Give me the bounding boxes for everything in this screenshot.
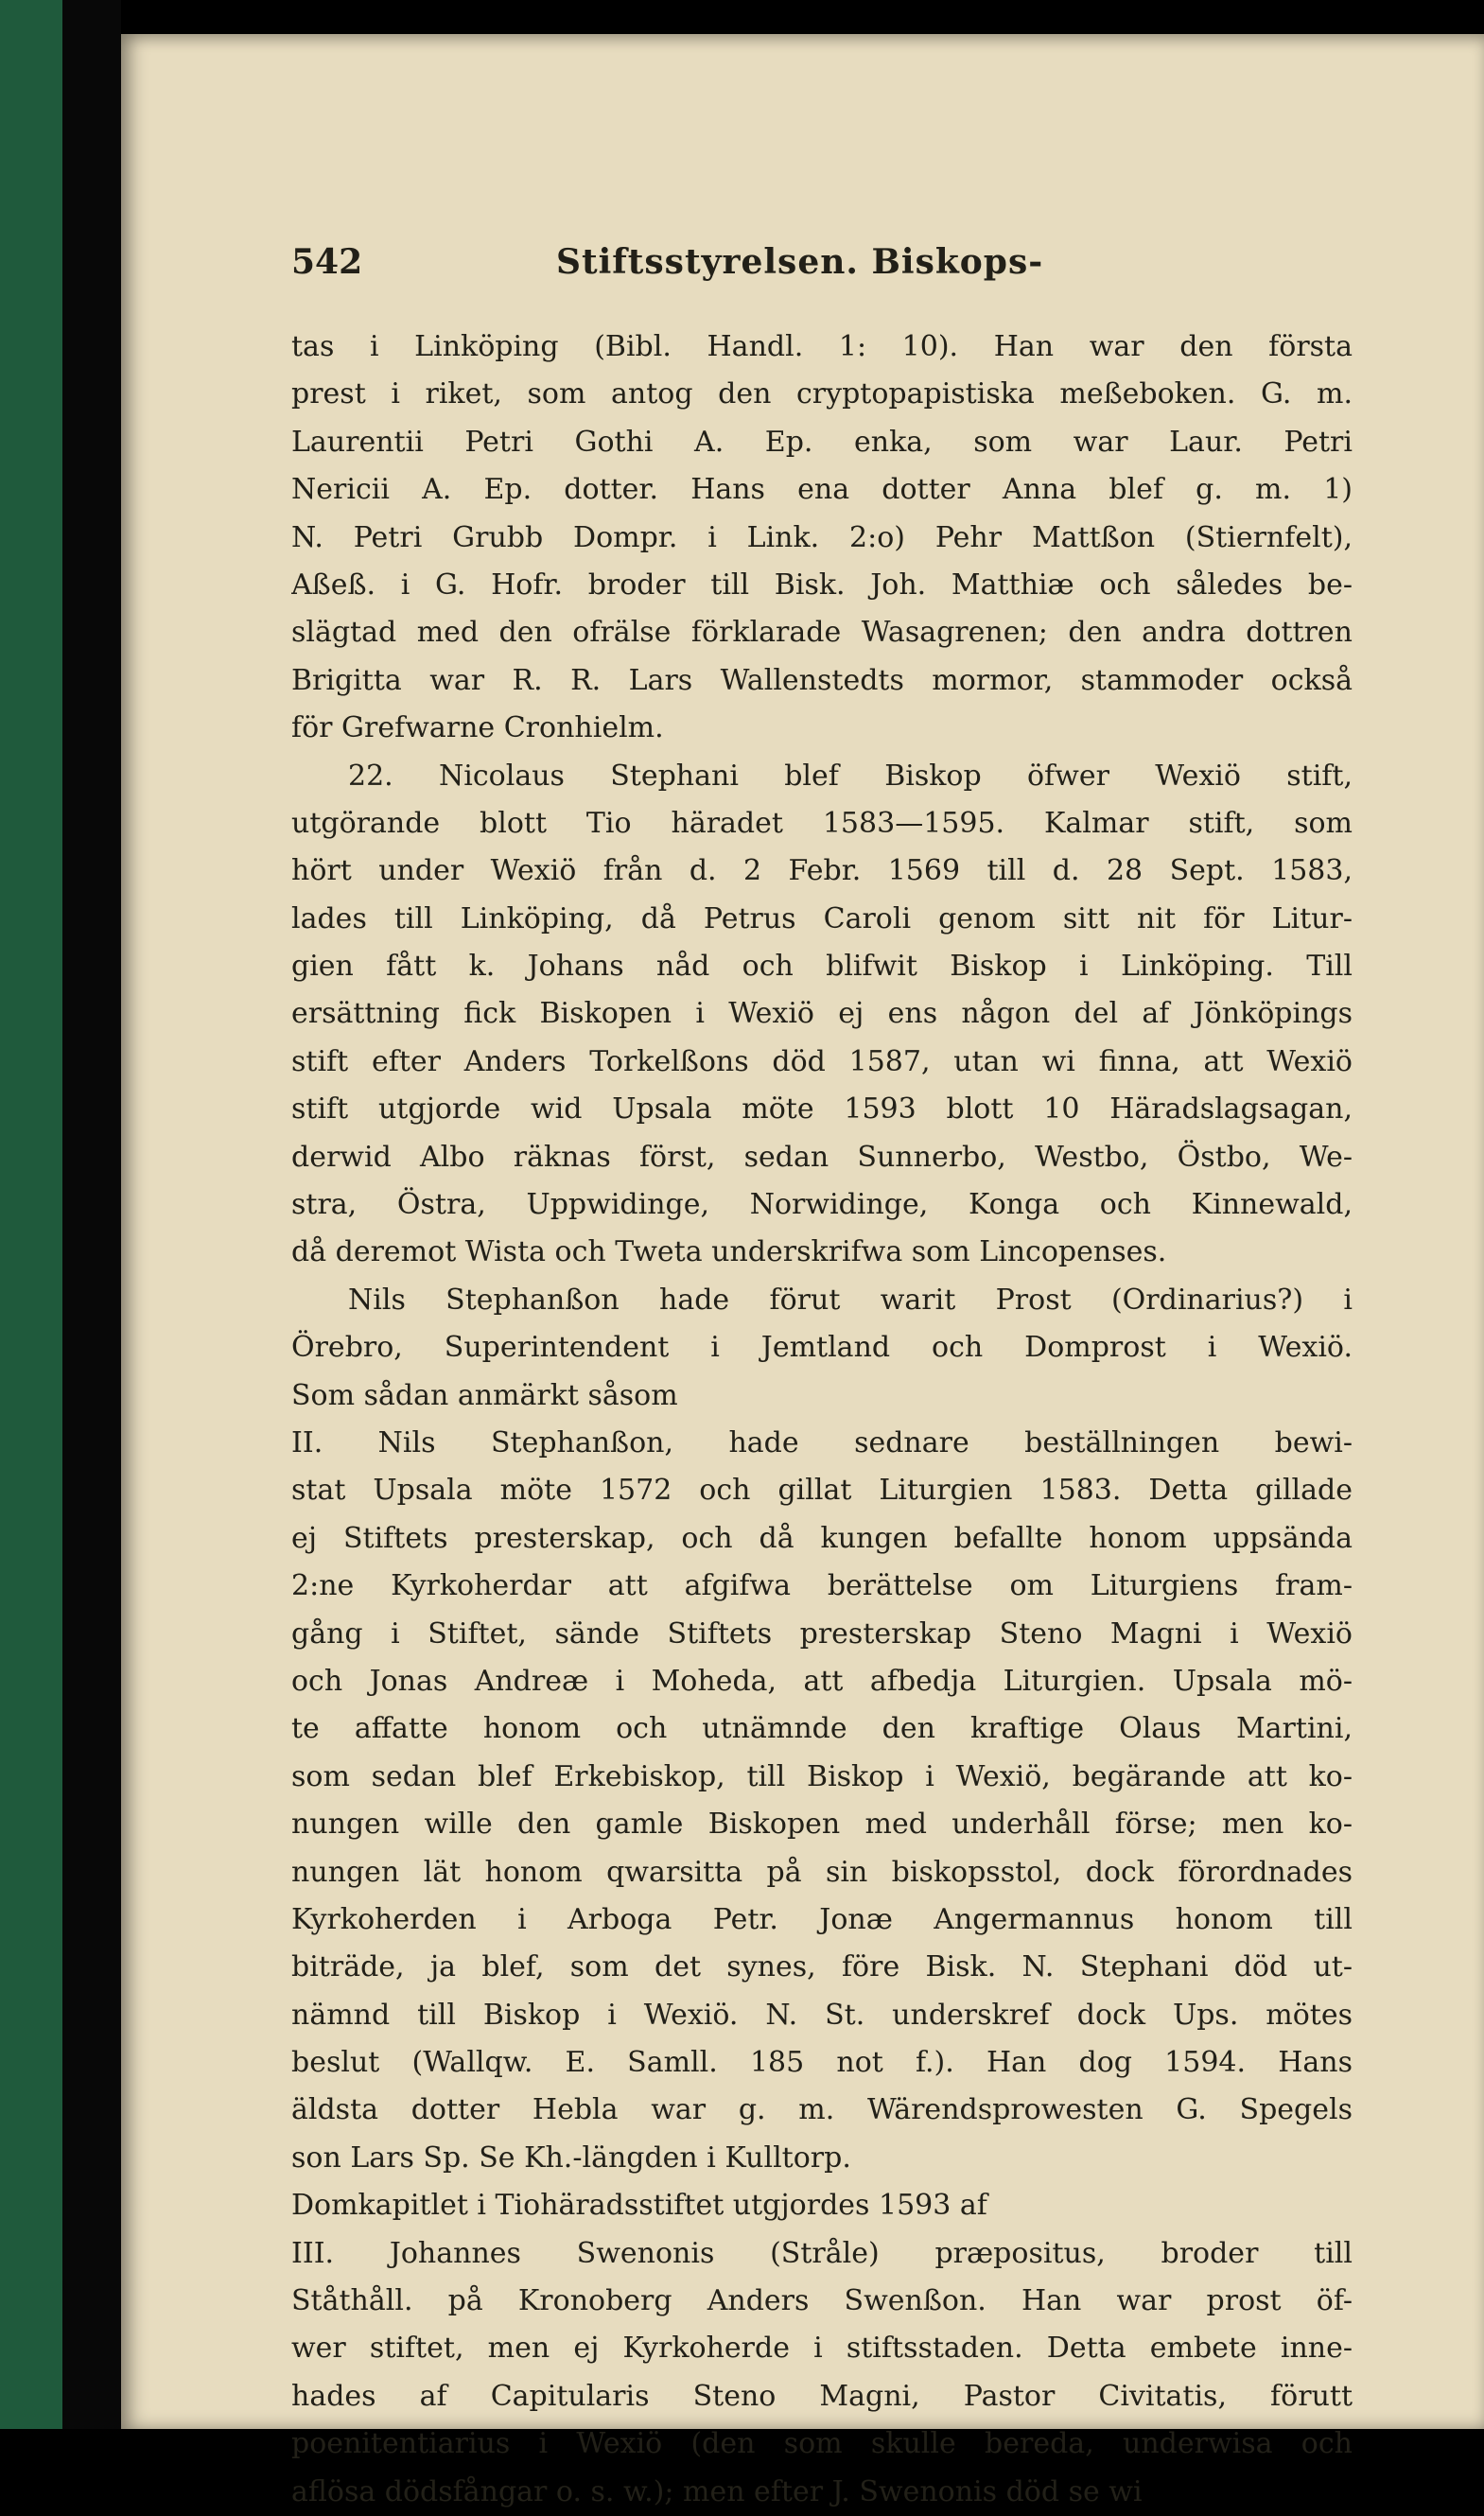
text-line: Nils Stephanßon hade förut warit Prost (Ordinarius?) i xyxy=(348,1283,1353,1317)
text-line: äldsta dotter Hebla war g. m. Wärendsprowesten G. Spegels xyxy=(291,2093,1353,2127)
scan-dark-margin xyxy=(62,0,121,2429)
text-line: wer stiftet, men ej Kyrkoherde i stiftsstaden. Detta embete inne- xyxy=(291,2332,1353,2366)
text-line: Laurentii Petri Gothi A. Ep. enka, som war Laur. Petri xyxy=(291,425,1353,459)
text-line: och Jonas Andreæ i Moheda, att afbedja Liturgien. Upsala mö- xyxy=(291,1664,1353,1698)
text-line: III. Johannes Swenonis (Stråle) præpositus, broder till xyxy=(291,2236,1353,2270)
text-line: Brigitta war R. R. Lars Wallenstedts mormor, stammoder också xyxy=(291,663,1353,697)
text-line: utgörande blott Tio häradet 1583—1595. Kalmar stift, som xyxy=(291,806,1353,840)
text-line: Ståthåll. på Kronoberg Anders Swenßon. Han war prost öf- xyxy=(291,2284,1353,2318)
page-number: 542 xyxy=(291,242,363,282)
text-line: Kyrkoherden i Arboga Petr. Jonæ Angermannus honom till xyxy=(291,1902,1353,1936)
page-content xyxy=(291,242,1353,2516)
book-page xyxy=(121,34,1484,2508)
text-line: Som sådan anmärkt såsom xyxy=(291,1378,678,1412)
scan-edge-strip xyxy=(0,0,62,2429)
text-line: 2:ne Kyrkoherdar att afgifwa berättelse om Liturgiens fram- xyxy=(291,1569,1353,1603)
text-line: ej Stiftets presterskap, och då kungen befallte honom uppsända xyxy=(291,1521,1353,1555)
text-line: Örebro, Superintendent i Jemtland och Domprost i Wexiö. xyxy=(291,1331,1353,1365)
text-line: som sedan blef Erkebiskop, till Biskop i Wexiö, begärande att ko- xyxy=(291,1759,1353,1793)
text-line: slägtad med den ofrälse förklarade Wasagrenen; den andra dottren xyxy=(291,616,1353,650)
text-line: N. Petri Grubb Dompr. i Link. 2:o) Pehr Mattßon (Stiernfelt), xyxy=(291,520,1353,554)
text-line: II. Nils Stephanßon, hade sednare beställningen bewi- xyxy=(291,1425,1353,1459)
running-head: Stiftsstyrelsen. Biskops- xyxy=(556,242,1044,282)
text-line: tas i Linköping (Bibl. Handl. 1: 10). Han war den första xyxy=(291,330,1353,363)
text-line: Domkapitlet i Tiohäradsstiftet utgjordes 1593 af xyxy=(291,2189,987,2223)
text-line: nungen lät honom qwarsitta på sin biskopsstol, dock förordnades xyxy=(291,1855,1353,1889)
text-line: 22. Nicolaus Stephani blef Biskop öfwer Wexiö stift, xyxy=(348,759,1353,793)
text-line: gång i Stiftet, sände Stiftets presterskap Steno Magni i Wexiö xyxy=(291,1616,1353,1651)
text-line: hört under Wexiö från d. 2 Febr. 1569 till d. 28 Sept. 1583, xyxy=(291,854,1353,888)
text-line: nämnd till Biskop i Wexiö. N. St. underskref dock Ups. mötes xyxy=(291,1998,1353,2032)
body-text xyxy=(291,323,1353,2516)
text-line: stat Upsala möte 1572 och gillat Liturgien 1583. Detta gillade xyxy=(291,1474,1353,1508)
text-line: stift efter Anders Torkelßons död 1587, utan wi finna, att Wexiö xyxy=(291,1044,1353,1078)
page-header xyxy=(291,242,1353,299)
text-line: stift utgjorde wid Upsala möte 1593 blott 10 Häradslagsagan, xyxy=(291,1092,1353,1127)
text-line: beslut (Wallqw. E. Samll. 185 not f.). Han dog 1594. Hans xyxy=(291,2046,1353,2080)
text-line: prest i riket, som antog den cryptopapistiska meßeboken. G. m. xyxy=(291,377,1353,411)
text-line: biträde, ja blef, som det synes, före Bisk. N. Stephani död ut- xyxy=(291,1950,1353,1984)
text-line: poenitentiarius i Wexiö (den som skulle bereda, underwisa och xyxy=(291,2427,1353,2461)
text-line: son Lars Sp. Se Kh.-längden i Kulltorp. xyxy=(291,2140,851,2175)
text-line: gien fått k. Johans nåd och blifwit Biskop i Linköping. Till xyxy=(291,950,1353,984)
text-line: aflösa dödsfångar o. s. w.); men efter J. Swenonis död se wi xyxy=(291,2474,1143,2508)
text-line: då deremot Wista och Tweta underskrifwa som Lincopenses. xyxy=(291,1235,1167,1269)
text-line: ersättning fick Biskopen i Wexiö ej ens någon del af Jönköpings xyxy=(291,997,1353,1031)
text-line: stra, Östra, Uppwidinge, Norwidinge, Konga och Kinnewald, xyxy=(291,1188,1353,1222)
text-line: lades till Linköping, då Petrus Caroli genom sitt nit för Litur- xyxy=(291,901,1353,935)
text-line: hades af Capitularis Steno Magni, Pastor Civitatis, förutt xyxy=(291,2379,1353,2413)
text-line: derwid Albo räknas först, sedan Sunnerbo, Westbo, Östbo, We- xyxy=(291,1140,1353,1174)
text-line: Nericii A. Ep. dotter. Hans ena dotter Anna blef g. m. 1) xyxy=(291,473,1353,507)
text-line: te affatte honom och utnämnde den kraftige Olaus Martini, xyxy=(291,1712,1353,1746)
text-line: Aßeß. i G. Hofr. broder till Bisk. Joh. Matthiæ och således be- xyxy=(291,568,1353,602)
text-line: för Grefwarne Cronhielm. xyxy=(291,711,664,745)
text-line: nungen wille den gamle Biskopen med underhåll förse; men ko- xyxy=(291,1808,1353,1842)
